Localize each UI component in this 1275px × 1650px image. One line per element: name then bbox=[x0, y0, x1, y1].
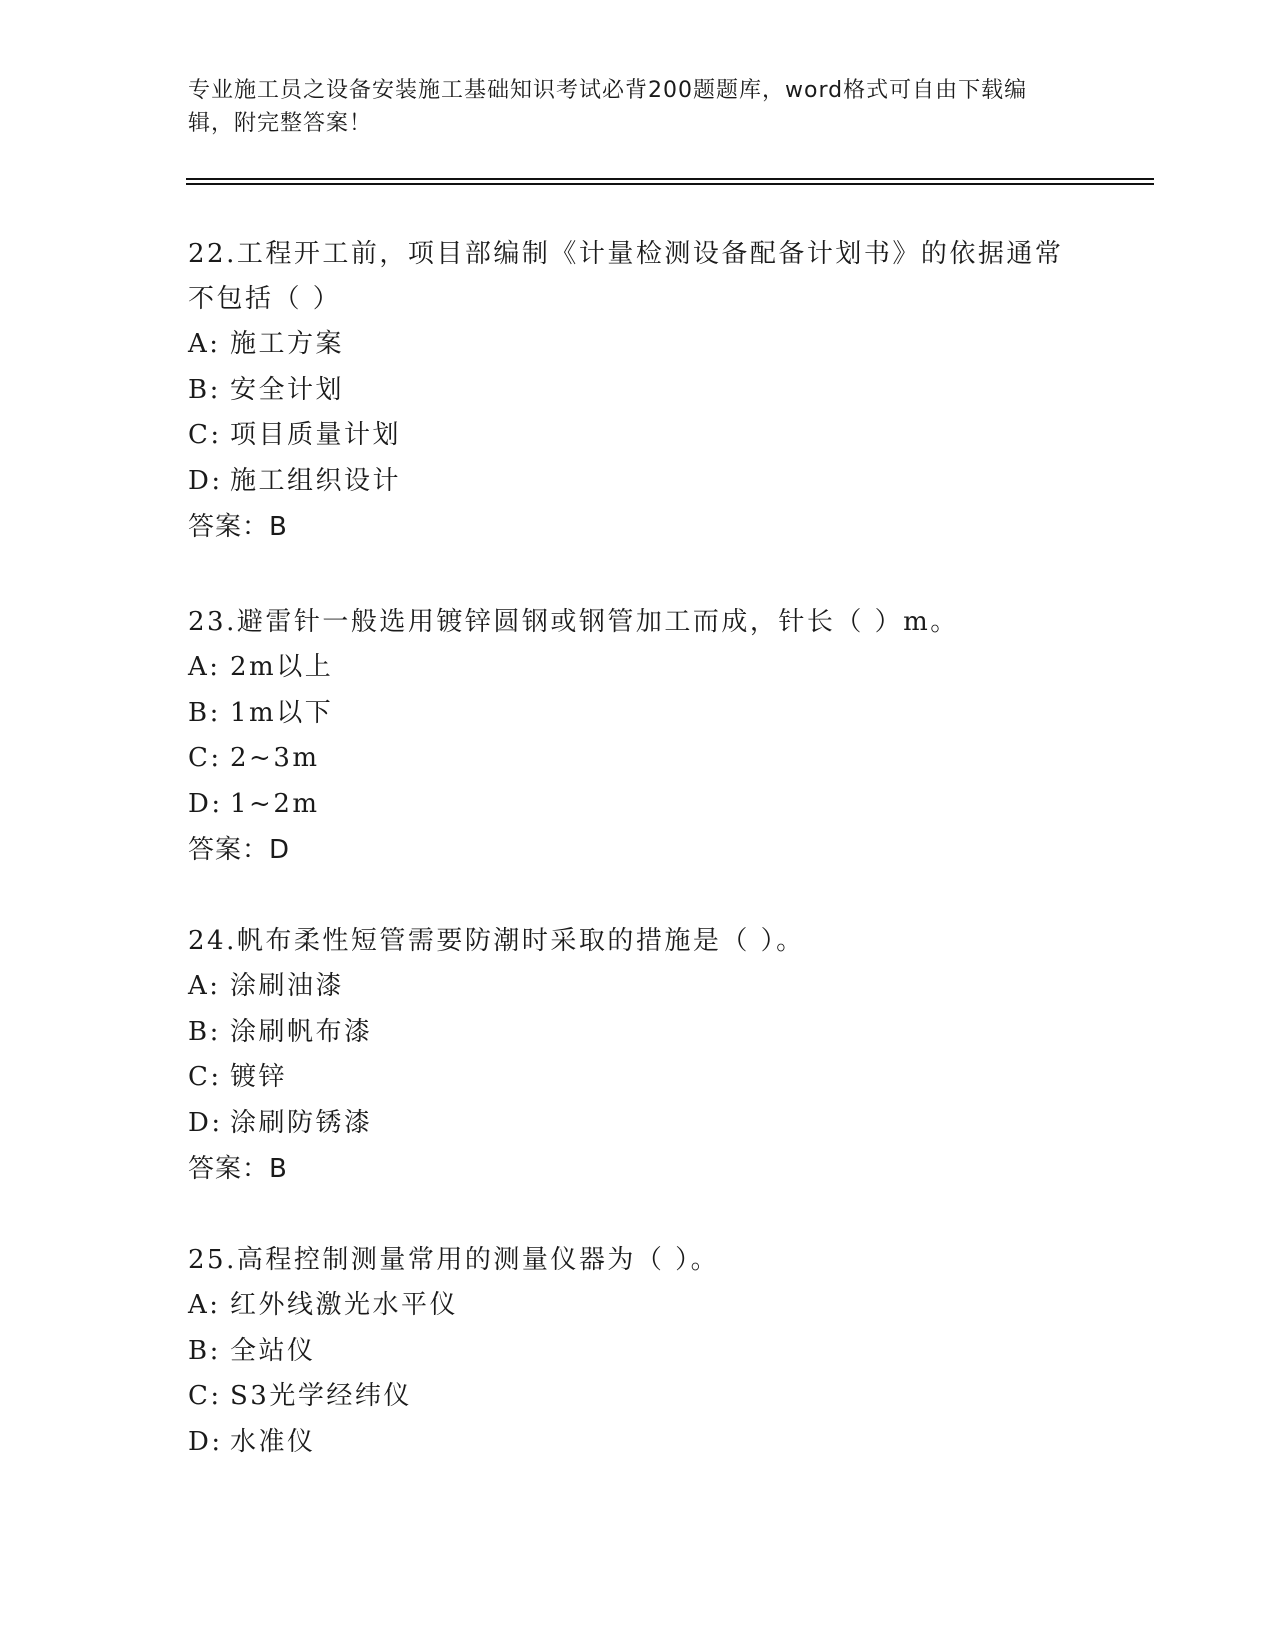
option-text: 红外线激光水平仪 bbox=[230, 1290, 459, 1320]
option-key: D: bbox=[188, 1107, 223, 1138]
option-text: 涂刷帆布漆 bbox=[230, 1016, 373, 1047]
option-d bbox=[188, 459, 1088, 505]
option-c bbox=[188, 1374, 1088, 1420]
option-text: 水准仪 bbox=[230, 1426, 316, 1457]
header-divider-bottom bbox=[186, 183, 1154, 185]
option-key: B: bbox=[188, 1016, 221, 1047]
option-c bbox=[188, 413, 1088, 459]
option-key: A: bbox=[188, 1290, 221, 1320]
option-c bbox=[188, 736, 1088, 782]
option-key: A: bbox=[188, 652, 221, 682]
question-stem: 25.高程控制测量常用的测量仪器为（ ）。 bbox=[188, 1245, 720, 1275]
option-a bbox=[188, 1283, 1088, 1329]
option-a bbox=[188, 322, 1088, 368]
option-text: 施工组织设计 bbox=[230, 465, 402, 496]
option-text: 2~3m bbox=[230, 743, 320, 773]
option-key: C: bbox=[188, 420, 222, 450]
option-key: C: bbox=[188, 1381, 222, 1411]
option-key: D: bbox=[188, 788, 223, 819]
option-key: A: bbox=[188, 329, 221, 359]
option-b bbox=[188, 1010, 1088, 1056]
option-b bbox=[188, 691, 1088, 737]
question-25 bbox=[188, 1238, 1088, 1465]
answer-line: 答案：D bbox=[188, 835, 291, 865]
option-d bbox=[188, 1420, 1088, 1466]
option-text: S3光学经纬仪 bbox=[230, 1381, 412, 1411]
option-key: C: bbox=[188, 1062, 222, 1092]
question-22 bbox=[188, 232, 1088, 550]
option-key: D: bbox=[188, 465, 223, 496]
option-a bbox=[188, 964, 1088, 1010]
option-key: B: bbox=[188, 697, 221, 728]
question-24 bbox=[188, 919, 1088, 1192]
question-stem: 22.工程开工前，项目部编制《计量检测设备配备计划书》的依据通常不包括（ ） bbox=[188, 239, 1064, 314]
option-a bbox=[188, 645, 1088, 691]
option-text: 安全计划 bbox=[230, 374, 345, 405]
option-c bbox=[188, 1055, 1088, 1101]
header-divider-top bbox=[186, 178, 1154, 180]
option-key: B: bbox=[188, 1335, 221, 1366]
option-d bbox=[188, 782, 1088, 828]
option-text: 项目质量计划 bbox=[230, 420, 402, 450]
question-stem: 23.避雷针一般选用镀锌圆钢或钢管加工而成，针长（ ）m。 bbox=[188, 607, 959, 637]
option-key: D: bbox=[188, 1426, 223, 1457]
option-key: B: bbox=[188, 374, 221, 405]
option-key: A: bbox=[188, 971, 221, 1001]
document-header: 专业施工员之设备安装施工基础知识考试必背200题题库，word格式可自由下载编辑，附完整答案！ bbox=[188, 78, 1028, 136]
question-23 bbox=[188, 600, 1088, 873]
option-text: 2m以上 bbox=[230, 652, 334, 682]
option-text: 全站仪 bbox=[230, 1335, 316, 1366]
option-key: C: bbox=[188, 743, 222, 773]
answer-line: 答案：B bbox=[188, 512, 288, 542]
option-b bbox=[188, 1329, 1088, 1375]
option-text: 涂刷防锈漆 bbox=[230, 1107, 373, 1138]
option-text: 施工方案 bbox=[230, 329, 345, 359]
option-text: 1m以下 bbox=[230, 697, 334, 728]
option-d bbox=[188, 1101, 1088, 1147]
question-stem: 24.帆布柔性短管需要防潮时采取的措施是（ ）。 bbox=[188, 926, 805, 956]
option-text: 1~2m bbox=[230, 788, 320, 819]
answer-line: 答案：B bbox=[188, 1154, 288, 1184]
option-text: 镀锌 bbox=[230, 1062, 288, 1092]
option-b bbox=[188, 368, 1088, 414]
option-text: 涂刷油漆 bbox=[230, 971, 345, 1001]
